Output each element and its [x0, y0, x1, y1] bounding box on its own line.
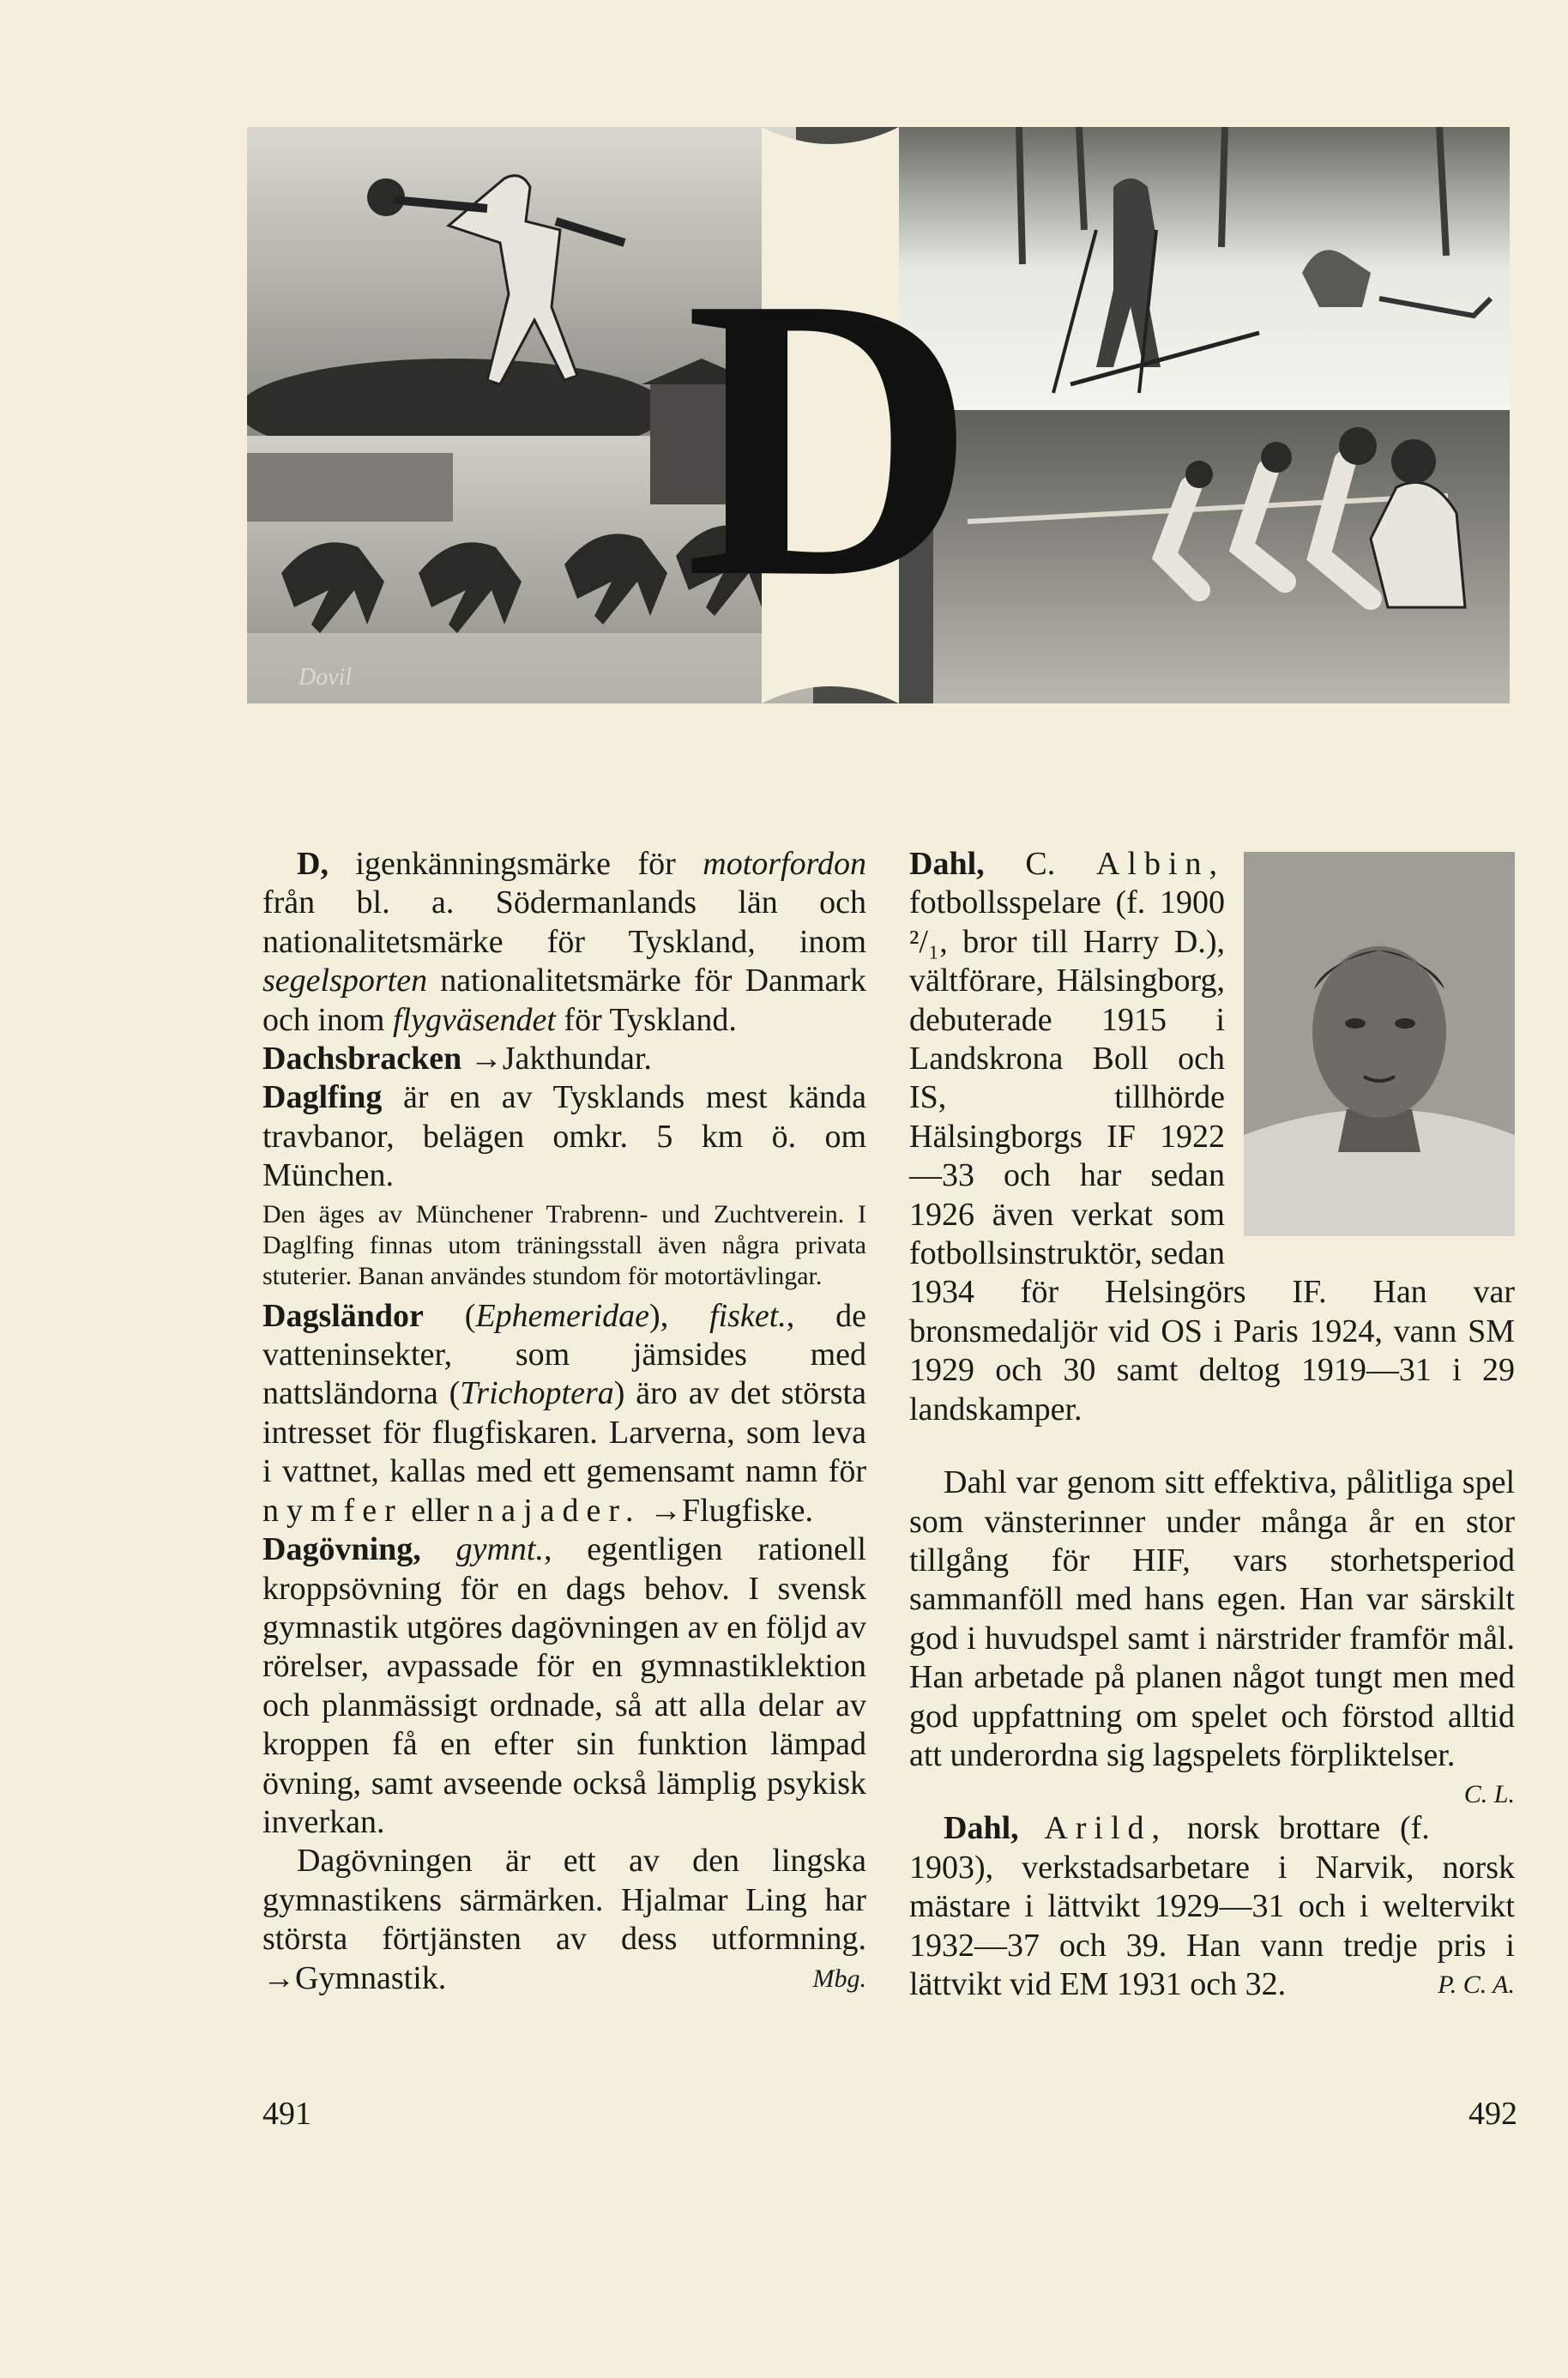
author-signature: C. L.	[1463, 1780, 1515, 1809]
author-signature: Mbg.	[812, 1964, 866, 1993]
entry-dagovning-p2: Dagövningen är ett av den lingska gymnastikens särmärken. Hjalmar Ling har största förtjänsten av dess utformning. →Gymnastik. Mbg.	[262, 1842, 866, 1998]
entry-dahl-albin-p2: Dahl var genom sitt effektiva, pålitliga spel som vänsterinner under många år en stor tillgång för HIF, vars storhetsperiod sammanföll med hans egen. Han var särskilt god i huvudspel samt i närstrider framför mål. Han arbetade på planen något tungt men med god uppfattning om spelet och förstod alltid att underordna sig lagspelets förpliktelser. C. L.	[909, 1464, 1515, 1775]
svg-text:D: D	[684, 214, 976, 661]
page-number-left: 491	[262, 2096, 311, 2132]
entry-daglfing: Daglfing är en av Tysklands mest kända travbanor, belägen omkr. 5 km ö. om München.	[262, 1079, 866, 1194]
initial-letter-d	[684, 127, 975, 703]
artist-signature: Dovil	[299, 664, 353, 691]
portrait-photo	[1244, 852, 1515, 1236]
entry-d: D, igenkänningsmärke för motorfordon från bl. a. Södermanlands län och nationalitetsmärke för Tyskland, inom segelsporten nationalitetsmärke för Danmark och inom flygväsendet för Tyskland.	[262, 846, 866, 1038]
entry-dachsbracken: Dachsbracken →Jakthundar.	[262, 1041, 652, 1077]
headword-d: D,	[297, 846, 329, 882]
right-column	[909, 845, 1515, 2004]
skier-scene	[899, 127, 1510, 410]
left-column	[262, 845, 866, 1998]
tug-of-war-scene	[933, 410, 1510, 703]
entry-daglfing-note: Den äges av Münchener Trabrenn- und Zuchtverein. I Daglfing finnas utom träningsstall även några privata stuterier. Banan användes stundom för motortävlingar.	[262, 1199, 866, 1290]
chapter-illustration	[247, 127, 1510, 703]
entry-dahl-albin: Dahl, C. Albin, fotbollsspelare (f. 1900 ²/₁, bror till Harry D.), vältförare, Hälsingborg, debuterade 1915 i Landskrona Boll och IS, tillhörde Hälsingborgs IF 1922—33 och har sedan 1926 även verkat som fotbollsinstruktör, sedan 1934 för Helsingörs IF. Han var bronsmedaljör vid OS i Paris 1924, vann SM 1929 och 30 samt deltog 1919—31 i 29 landskamper.	[909, 846, 1515, 1427]
entry-dagovning: Dagövning, gymnt., egentligen rationell kroppsövning för en dags behov. I svensk gymnastik utgöres dagövningen av en följd av rörelser, avpassade för en gymnastiklektion och planmässigt ordnade, så att alla delar av kroppen få en efter sin funktion lämpad övning, samt avseende också lämplig psykisk inverkan.	[262, 1531, 866, 1840]
page-number-right: 492	[1468, 2096, 1517, 2132]
entry-dagslandor: Dagsländor (Ephemeridae), fisket., de vatteninsekter, som jämsides med nattsländorna (Trichoptera) äro av det största intresset för flugfiskaren. Larverna, som leva i vattnet, kallas med ett gemensamt namn för nymfer eller najader. →Flugfiske.	[262, 1297, 866, 1529]
entry-dahl-arild: Dahl, Arild, norsk brottare (f. 1903), verkstadsarbetare i Narvik, norsk mästare i lättvikt 1929—31 och i weltervikt 1932—37 och 39. Han vann tredje pris i lättvikt vid EM 1931 och 32. P. C. A.	[909, 1809, 1515, 2004]
cross-reference-link[interactable]: →Jakthundar.	[461, 1041, 652, 1077]
author-signature: P. C. A.	[1438, 1970, 1515, 1999]
cross-reference-link[interactable]: →Flugfiske.	[641, 1492, 814, 1529]
